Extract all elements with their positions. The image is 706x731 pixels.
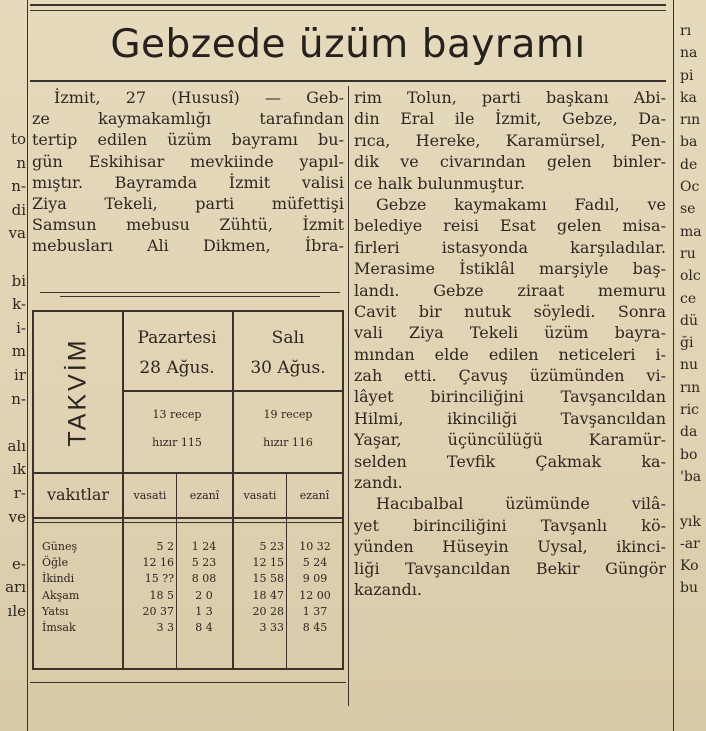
text-line: kazandı. [354,579,422,599]
text-line: ze kaymakamlığı tarafından [32,109,344,129]
text-line: İzmit, 27 (Hususî) — Geb- [54,88,344,107]
day1-date: 28 Ağus. [139,358,215,378]
text-line: lâyet birinciliğini Tavşancıldan [354,387,666,407]
text-line: dik ve civarından gelen binler- [354,152,666,172]
article-column-1 [32,87,344,257]
day2-hizir: hızır 116 [263,436,313,449]
text-line: ce halk bulunmuştur. [354,173,525,193]
day1-hijri: 13 recep [152,408,202,421]
text-line: landı. Gebze ziraat memuru [354,280,666,300]
text-line: yünden Hüseyin Uysal, ikinci- [354,537,666,557]
text-line: mebusları Ali Dikmen, İbra- [32,236,344,256]
header-vasati: vasati [243,489,277,502]
text-line: liği Tavşancıldan Bekir Güngör [354,558,666,578]
header-ezani: ezanî [299,489,330,502]
text-line: Hacıbalbal üzümünde vilâ- [376,494,666,514]
right-margin-fragments: rı na pi ka rın ba de Oc se ma ru olc ce dü ği nu rın ric da bo 'ba yık -ar Ko bu [680,23,702,597]
row-divider [34,472,342,474]
text-line: mından elde edilen neticeleri i- [354,344,666,364]
left-margin-fragments: to n n- di va bi k- i- m ir n- alı ık r- ve e- arı ıle [5,130,26,620]
text-line: belediye reisi Esat gelen misa- [354,216,666,236]
day2-name: Salı [271,328,305,348]
text-line: tertip edilen üzüm bayramı bu- [32,130,344,150]
day2-vasati-times: 5 23 12 15 15 58 18 47 20 28 3 33 [252,540,284,634]
headline-underline [30,80,666,82]
text-line: Yaşar, üçüncülüğü Karamür- [354,430,666,450]
text-line: gün Eskihisar mevkiinde yapıl- [32,151,344,171]
row-divider [34,517,342,519]
text-line: Gebze kaymakamı Fadıl, ve [376,194,666,214]
day2-hijri: 19 recep [263,408,313,421]
article-column-2 [354,87,666,600]
prayer-times-calendar [32,310,344,670]
text-line: firleri istasyonda karşıladılar. [354,237,666,257]
column1-end-rule [40,292,340,293]
day1-vasati-times: 5 2 12 16 15 ?? 18 5 20 37 3 3 [142,540,174,634]
headline: Gebzede üzüm bayramı [110,22,586,67]
calendar-title-cell [34,312,124,472]
day1-hizir: hızır 115 [152,436,202,449]
text-line: yet birinciliğini Tavşanlı kö- [354,515,666,535]
text-line: zandı. [354,473,403,493]
text-line: Hilmi, ikinciliği Tavşancıldan [354,408,666,428]
prayer-names: Güneş Öğle İkindi Akşam Yatsı İmsak [42,540,80,634]
day1-name: Pazartesi [137,328,217,348]
text-line: Cavit bir nutuk söyledi. Sonra [354,301,666,321]
day2-ezani-times: 10 32 5 24 9 09 12 00 1 37 8 45 [299,540,331,634]
text-line: Merasime İstiklâl marşiyle baş- [354,259,666,279]
column1-end-rule-2 [60,296,320,297]
top-rule [30,4,666,6]
left-column-divider [27,0,28,731]
header-vasati: vasati [133,489,167,502]
text-line: Samsun mebusu Zühtü, İzmit [32,215,344,235]
text-line: vali Ziya Tekeli üzüm bayra- [354,323,666,343]
top-rule-2 [30,10,666,11]
row-divider [34,522,342,523]
text-line: rim Tolun, parti başkanı Abi- [354,88,666,107]
calendar-title: TAKVİM [63,337,92,447]
right-column-divider [673,0,674,731]
row-divider [122,390,342,392]
text-line: rıca, Hereke, Karamürsel, Pen- [354,130,666,150]
text-line: mıştır. Bayramda İzmit valisi [32,172,344,192]
day2-date: 30 Ağus. [250,358,326,378]
header-ezani: ezanî [189,489,220,502]
text-line: din Eral ile İzmit, Gebze, Da- [354,109,666,129]
text-line: Ziya Tekeli, parti müfettişi [32,193,344,213]
text-line: zah etti. Çavuş üzümünden vi- [354,366,666,386]
bottom-rule [30,682,346,683]
text-line: selden Tevfik Çakmak ka- [354,451,666,471]
vakitler-label: vakıtlar [46,485,110,504]
day1-ezani-times: 1 24 5 23 8 08 2 0 1 3 8 4 [191,540,217,634]
center-column-divider [348,86,349,706]
